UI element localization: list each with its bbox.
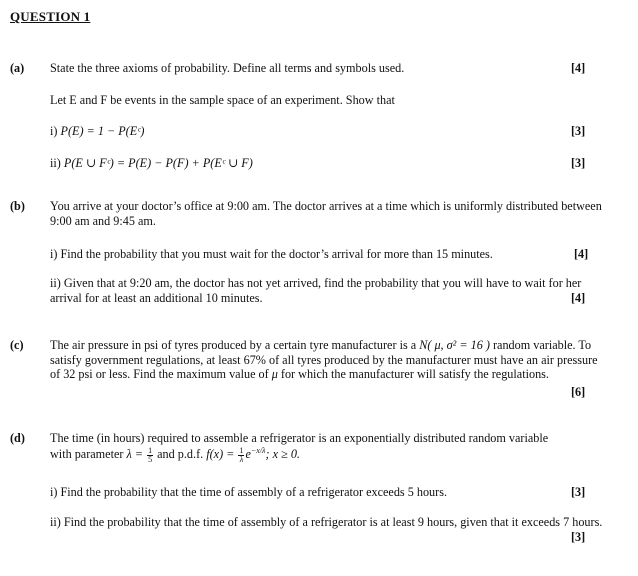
part-c-label: (c) [10, 338, 24, 352]
part-a-i-prefix: i) [50, 124, 61, 138]
part-a-ii-prefix: ii) [50, 156, 64, 170]
part-c-distribution: N( μ, σ² = 16 ) [419, 338, 490, 352]
part-c-text [50, 338, 610, 382]
part-a-events-text: Let E and F be events in the sample space of an experiment. Show that [50, 93, 395, 107]
part-a-mark-ii: [3] [571, 156, 586, 170]
part-d-exp-power: −x/λ [250, 446, 266, 455]
part-d-label: (d) [10, 431, 25, 445]
part-a-mark-i: [3] [571, 124, 586, 138]
part-d-lambda-num: 1 [148, 445, 153, 455]
part-d-lambda-fraction [147, 447, 153, 464]
part-a-axioms-text: State the three axioms of probability. Define all terms and symbols used. [50, 61, 405, 75]
part-d-pdf-num: 1 [239, 445, 244, 455]
part-d-ii-text: ii) Find the probability that the time of assembly of a refrigerator is at least 9 hours, given that it exceeds 7 hours. [50, 515, 603, 529]
part-d-parameter-line [50, 446, 300, 464]
part-b-mark-i: [4] [574, 247, 589, 261]
part-c-text-1: The air pressure in psi of tyres produced by a certain tyre manufacturer is a [50, 338, 420, 352]
part-c-text-2: random variable. To satisfy government regulations, at least 67% of all tyres produced by the manufacturer must have an air pressure of 32 psi or less. Find the maximum value of [50, 338, 598, 381]
part-d-i-text: i) Find the probability that the time of assembly of a refrigerator exceeds 5 hours. [50, 485, 447, 499]
part-d-param-prefix: with parameter [50, 447, 127, 462]
part-d-fx: f(x) = [206, 447, 238, 462]
part-d-lambda-eq: λ = [126, 447, 147, 462]
part-d-lambda-den: 5 [148, 454, 153, 464]
part-b-i-text: i) Find the probability that you must wait for the doctor’s arrival for more than 15 minutes. [50, 247, 493, 261]
part-d-pdf-fraction [238, 447, 244, 464]
part-a-i-expression: P(E) = 1 − P(Eᶜ) [60, 124, 145, 138]
part-c-text-3: for which the manufacturer will satisfy the regulations. [277, 367, 549, 381]
part-d-mark-ii: [3] [571, 530, 586, 544]
part-b-intro-text: You arrive at your doctor’s office at 9:00 am. The doctor arrives at a time which is uniformly distributed between 9:00 am and 9:45 am. [50, 199, 602, 228]
part-c-mark: [6] [571, 385, 586, 399]
part-a-ii [50, 156, 253, 171]
part-a-ii-expression: P(E ∪ Fᶜ) = P(E) − P(F) + P(Eᶜ ∪ F) [63, 156, 253, 170]
part-d-pdf-text: and p.d.f. [154, 447, 207, 462]
part-d-mark-i: [3] [571, 485, 586, 499]
part-d-exp-base: e [245, 447, 251, 462]
part-a-i [50, 124, 144, 139]
part-c-mu: μ [271, 367, 278, 381]
part-b-ii-text: ii) Given that at 9:20 am, the doctor has not yet arrived, find the probability that you will have to wait for her arrival for at least an additional 10 minutes. [50, 276, 582, 305]
part-d-intro-text: The time (in hours) required to assemble a refrigerator is an exponentially distributed random variable [50, 431, 549, 445]
question-title: QUESTION 1 [10, 9, 91, 24]
part-d-domain: ; x ≥ 0. [265, 447, 300, 462]
part-b-mark-ii: [4] [571, 291, 586, 305]
part-a-mark-axioms: [4] [571, 61, 586, 75]
part-b-label: (b) [10, 199, 25, 213]
part-a-label: (a) [10, 61, 25, 75]
part-d-pdf-den: λ [239, 454, 244, 464]
